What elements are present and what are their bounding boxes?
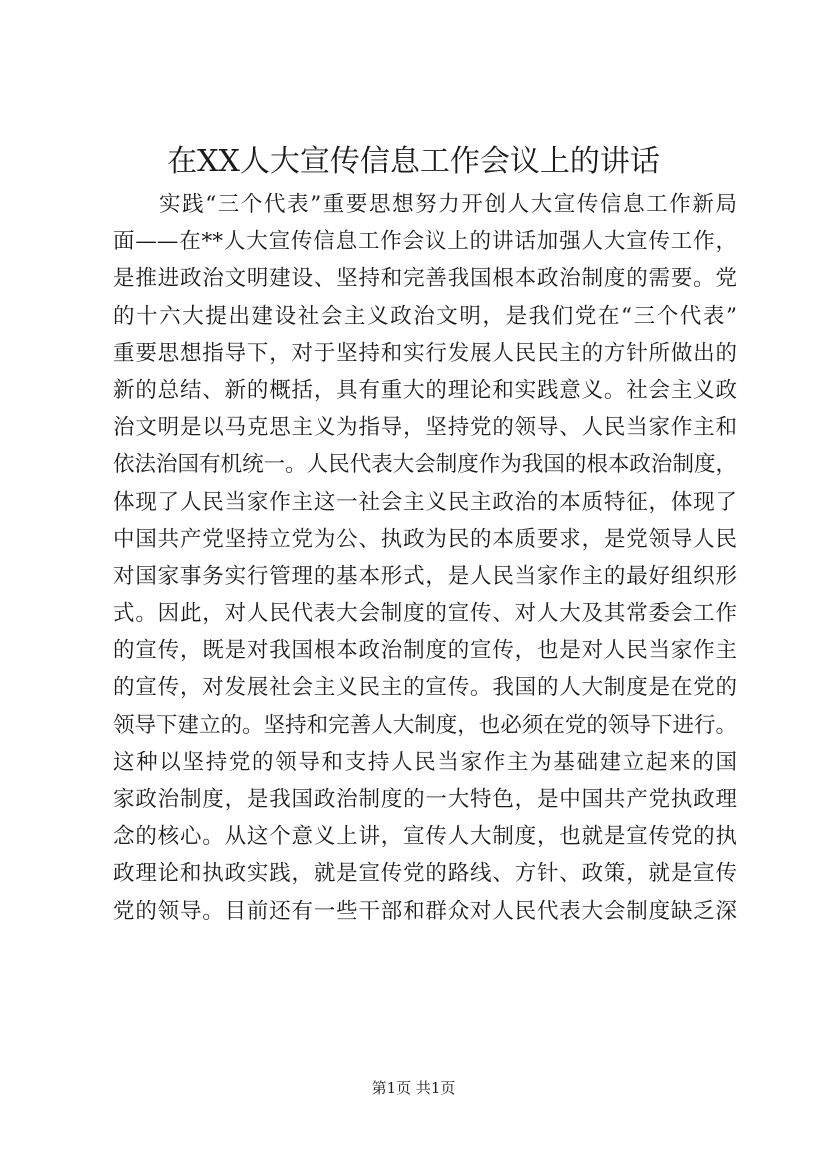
body-line: 党的领导。目前还有一些干部和群众对人民代表大会制度缺乏深 xyxy=(113,898,737,924)
body-line: 式。因此，对人民代表大会制度的宣传、对人大及其常委会工作 xyxy=(113,601,737,627)
body-line: 实践“三个代表”重要思想努力开创人大宣传信息工作新局 xyxy=(159,192,737,217)
body-line: 政理论和执政实践，就是宣传党的路线、方针、政策，就是宣传 xyxy=(113,861,737,887)
document-title: 在XX人大宣传信息工作会议上的讲话 xyxy=(167,144,660,179)
body-line: 面——在**人大宣传信息工作会议上的讲话加强人大宣传工作， xyxy=(113,229,737,255)
body-line: 体现了人民当家作主这一社会主义民主政治的本质特征，体现了 xyxy=(113,489,737,515)
body-line: 中国共产党坚持立党为公、执政为民的本质要求，是党领导人民 xyxy=(113,526,737,552)
document-body xyxy=(113,186,737,930)
body-line: 领导下建立的。坚持和完善人大制度，也必须在党的领导下进行。 xyxy=(113,712,737,738)
body-line: 是推进政治文明建设、坚持和完善我国根本政治制度的需要。党 xyxy=(113,266,737,292)
body-line: 依法治国有机统一。人民代表大会制度作为我国的根本政治制度， xyxy=(113,452,737,478)
body-line: 念的核心。从这个意义上讲，宣传人大制度，也就是宣传党的执 xyxy=(113,824,737,850)
body-line: 重要思想指导下，对于坚持和实行发展人民民主的方针所做出的 xyxy=(113,340,737,366)
body-line: 对国家事务实行管理的基本形式，是人民当家作主的最好组织形 xyxy=(113,563,737,589)
page-footer: 第1页 共1页 xyxy=(371,1079,456,1097)
body-line: 的宣传，对发展社会主义民主的宣传。我国的人大制度是在党的 xyxy=(113,675,737,701)
body-line: 新的总结、新的概括，具有重大的理论和实践意义。社会主义政 xyxy=(113,377,737,403)
body-line: 的宣传，既是对我国根本政治制度的宣传，也是对人民当家作主 xyxy=(113,638,737,664)
body-line: 治文明是以马克思主义为指导，坚持党的领导、人民当家作主和 xyxy=(113,415,737,441)
body-line: 这种以坚持党的领导和支持人民当家作主为基础建立起来的国 xyxy=(113,749,737,775)
body-line: 家政治制度，是我国政治制度的一大特色，是中国共产党执政理 xyxy=(113,787,737,812)
body-line: 的十六大提出建设社会主义政治文明，是我们党在“三个代表” xyxy=(113,303,737,329)
